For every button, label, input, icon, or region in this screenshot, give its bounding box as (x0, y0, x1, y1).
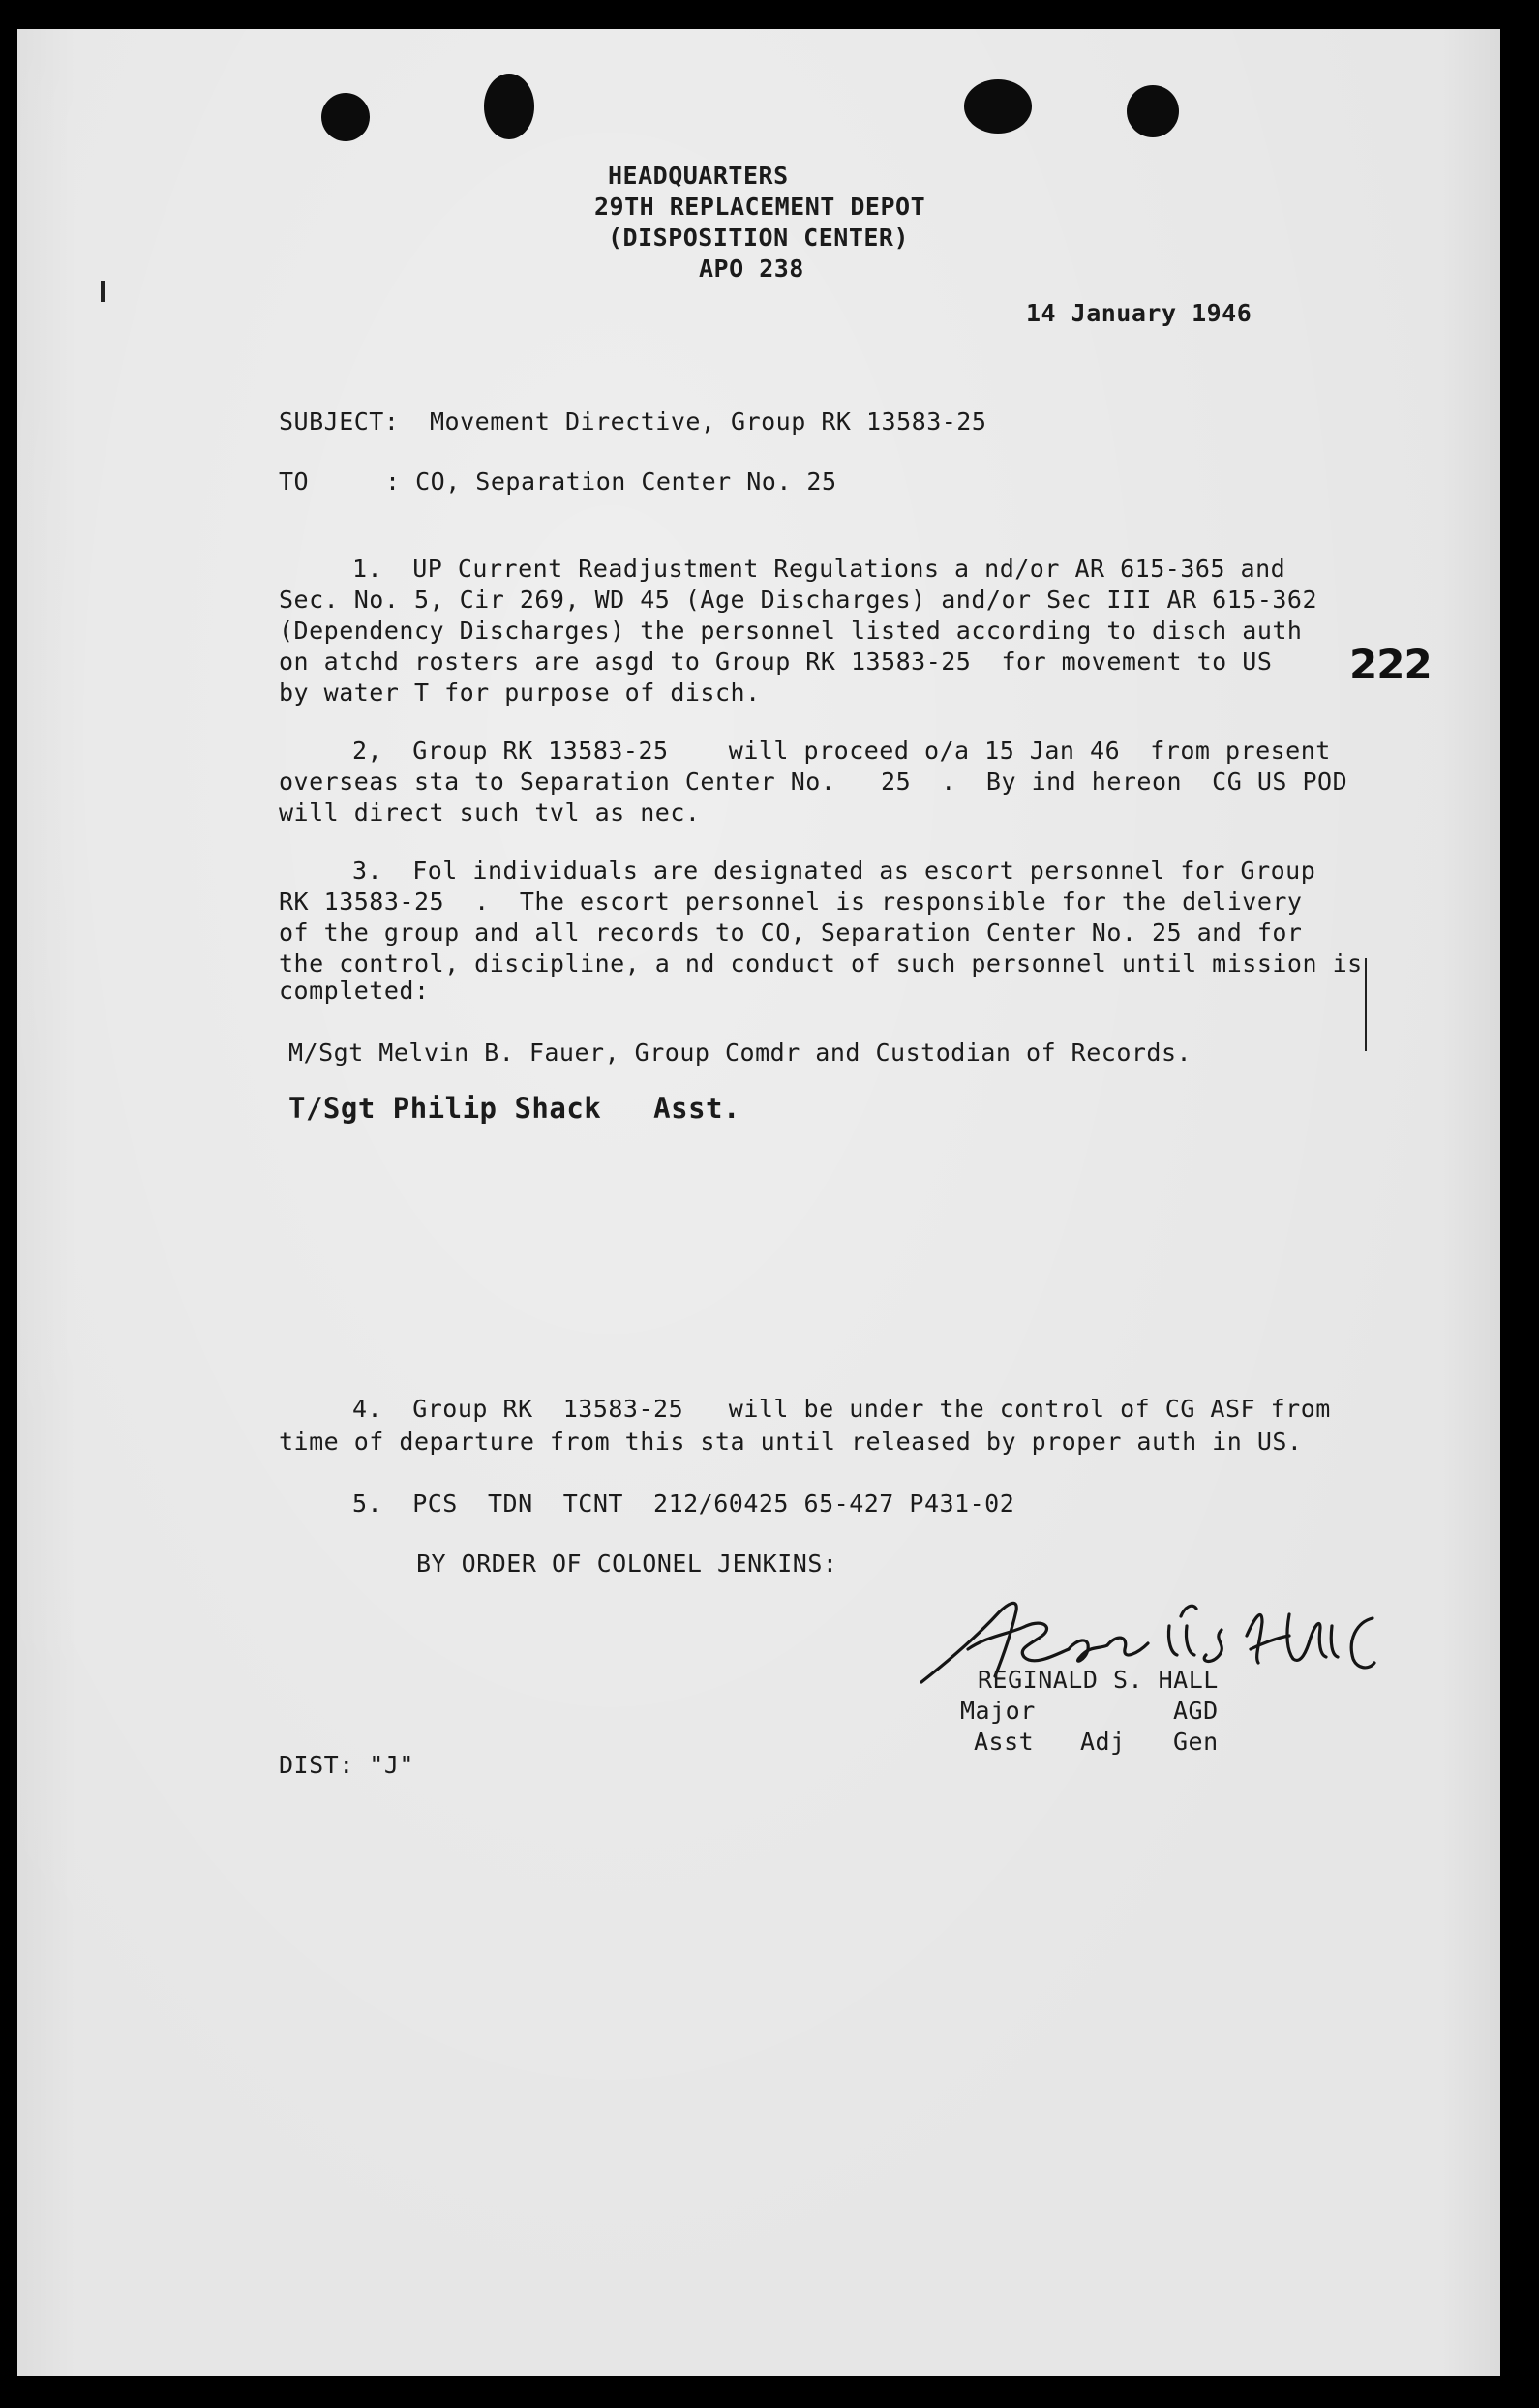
header-line-4: APO 238 (699, 255, 804, 283)
signer-rank: Major (960, 1697, 1036, 1725)
paragraph-5: 5. PCS TDN TCNT 212/60425 65-427 P431-02 (352, 1490, 1015, 1518)
signer-title-3: Gen (1173, 1728, 1219, 1756)
punch-hole (964, 79, 1032, 134)
paragraph-4-line: time of departure from this sta until released by proper auth in US. (279, 1428, 1303, 1456)
paragraph-1-line: (Dependency Discharges) the personnel listed according to disch auth (279, 617, 1303, 645)
to-text: : CO, Separation Center No. 25 (385, 467, 837, 496)
margin-mark (101, 281, 105, 302)
paragraph-1-line: 1. UP Current Readjustment Regulations a nd/or AR 615-365 and (352, 555, 1286, 583)
distribution: DIST: "J" (279, 1751, 414, 1779)
header-line-1: HEADQUARTERS (608, 162, 789, 190)
to-label: TO (279, 467, 310, 496)
subject-text: Movement Directive, Group RK 13583-25 (430, 407, 987, 436)
paragraph-1-line: Sec. No. 5, Cir 269, WD 45 (Age Discharges) and/or Sec III AR 615-362 (279, 586, 1318, 614)
paragraph-4-line: 4. Group RK 13583-25 will be under the control of CG ASF from (352, 1395, 1331, 1423)
subject-label: SUBJECT: (279, 407, 400, 436)
punch-hole (321, 93, 370, 141)
paragraph-3-line: RK 13583-25 . The escort personnel is responsible for the delivery (279, 888, 1303, 916)
paragraph-3-line: of the group and all records to CO, Separation Center No. 25 and for (279, 918, 1303, 947)
document-date: 14 January 1946 (1026, 299, 1252, 327)
header-line-3: (DISPOSITION CENTER) (608, 224, 910, 252)
paragraph-3-line: 3. Fol individuals are designated as escort personnel for Group (352, 857, 1316, 885)
paragraph-1-line: on atchd rosters are asgd to Group RK 13583-25 for movement to US (279, 647, 1273, 676)
paragraph-3-line: the control, discipline, a nd conduct of such personnel until mission is (279, 949, 1363, 978)
paragraph-1-line: by water T for purpose of disch. (279, 678, 761, 707)
escort-commander: M/Sgt Melvin B. Fauer, Group Comdr and Custodian of Records. (288, 1038, 1192, 1067)
punch-hole (1127, 85, 1179, 137)
escort-assistant: T/Sgt Philip Shack Asst. (288, 1092, 740, 1125)
margin-mark (1365, 958, 1367, 1051)
header-line-2: 29TH REPLACEMENT DEPOT (594, 193, 926, 221)
paragraph-2-line: overseas sta to Separation Center No. 25 . By ind hereon CG US POD (279, 768, 1348, 796)
paragraph-2-line: 2, Group RK 13583-25 will proceed o/a 15 Jan 46 from present (352, 737, 1331, 765)
paragraph-3-line: completed: (279, 977, 430, 1005)
punch-hole (484, 74, 534, 139)
signer-branch: AGD (1173, 1697, 1219, 1725)
paragraph-2-line: will direct such tvl as nec. (279, 798, 701, 827)
signer-title-1: Asst (974, 1728, 1035, 1756)
document-page (17, 29, 1500, 2376)
signer-name: REGINALD S. HALL (978, 1666, 1219, 1694)
order-line: BY ORDER OF COLONEL JENKINS: (416, 1550, 838, 1578)
signer-title-2: Adj (1080, 1728, 1126, 1756)
page-number: 222 (1349, 641, 1432, 688)
